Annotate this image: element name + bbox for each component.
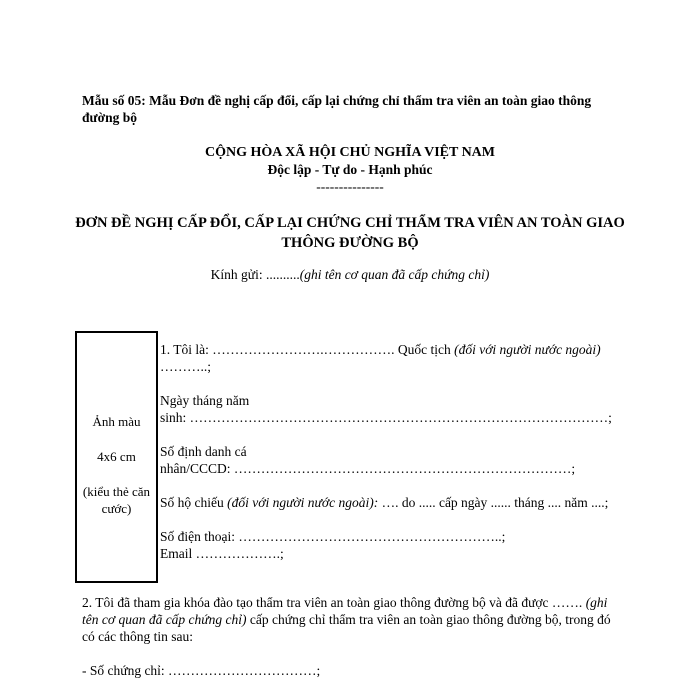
training-section (82, 594, 622, 679)
recipient-note: (ghi tên cơ quan đã cấp chứng chỉ) (299, 267, 490, 282)
training-statement (82, 594, 622, 645)
national-motto: Độc lập - Tự do - Hạnh phúc (267, 162, 433, 177)
nationality-note: (đối với người nước ngoài) (454, 342, 601, 357)
country-name: CỘNG HÒA XÃ HỘI CHỦ NGHĨA VIỆT NAM (204, 145, 495, 160)
recipient-line (0, 266, 700, 283)
name-label: 1. Tôi là: …………………….……………. Quốc tịch (160, 342, 455, 357)
applicant-info (160, 341, 630, 562)
passport-field (160, 494, 630, 511)
photo-label-type: (kiểu thẻ căn cước) (82, 484, 151, 516)
dob-label: Ngày tháng năm (160, 393, 250, 408)
passport-note: (đối với người nước ngoài): (227, 495, 379, 510)
passport-label: Số hộ chiếu (160, 495, 228, 510)
phone-field: Số điện thoại: …………………………………………………..; (160, 529, 506, 544)
certificate-number-field: - Số chứng chỉ: ……………………………; (82, 663, 321, 678)
photo-label-size: 4x6 cm (97, 449, 136, 464)
photo-label-color: Ảnh màu (92, 414, 141, 429)
photo-placeholder-box (75, 331, 158, 583)
training-text-a: 2. Tôi đã tham gia khóa đào tạo thẩm tra viên an toàn giao thông đường bộ và đã được ……. (82, 595, 586, 610)
email-field: Email ……………….; (160, 546, 284, 561)
name-field (160, 341, 630, 375)
dob-field: sinh: …………………………………………………………………………………; (160, 410, 612, 425)
training-text-b: cấp chứng chỉ thẩm tra viên an toàn giao thông đường bộ, trong đó có các thông tin sau: (82, 612, 611, 644)
id-field: nhân/CCCD: …………………………………………………………………; (160, 461, 576, 476)
national-header (0, 144, 700, 195)
form-code-heading: Mẫu số 05: Mẫu Đơn đề nghị cấp đổi, cấp lại chứng chỉ thẩm tra viên an toàn giao thông đường bộ (82, 93, 592, 125)
training-note: (ghi tên cơ quan đã cấp chứng chỉ) (82, 595, 608, 627)
recipient-label: Kính gửi: .......... (210, 267, 300, 282)
document-title: ĐƠN ĐỀ NGHỊ CẤP ĐỔI, CẤP LẠI CHỨNG CHỈ THẨM TRA VIÊN AN TOÀN GIAO THÔNG ĐƯỜNG BỘ (75, 215, 625, 251)
name-tail: ………..; (160, 359, 212, 374)
id-label: Số định danh cá (160, 444, 247, 459)
passport-tail: …. do ..... cấp ngày ...... tháng .... năm ....; (378, 495, 609, 510)
motto-rule: --------------- (316, 179, 384, 194)
